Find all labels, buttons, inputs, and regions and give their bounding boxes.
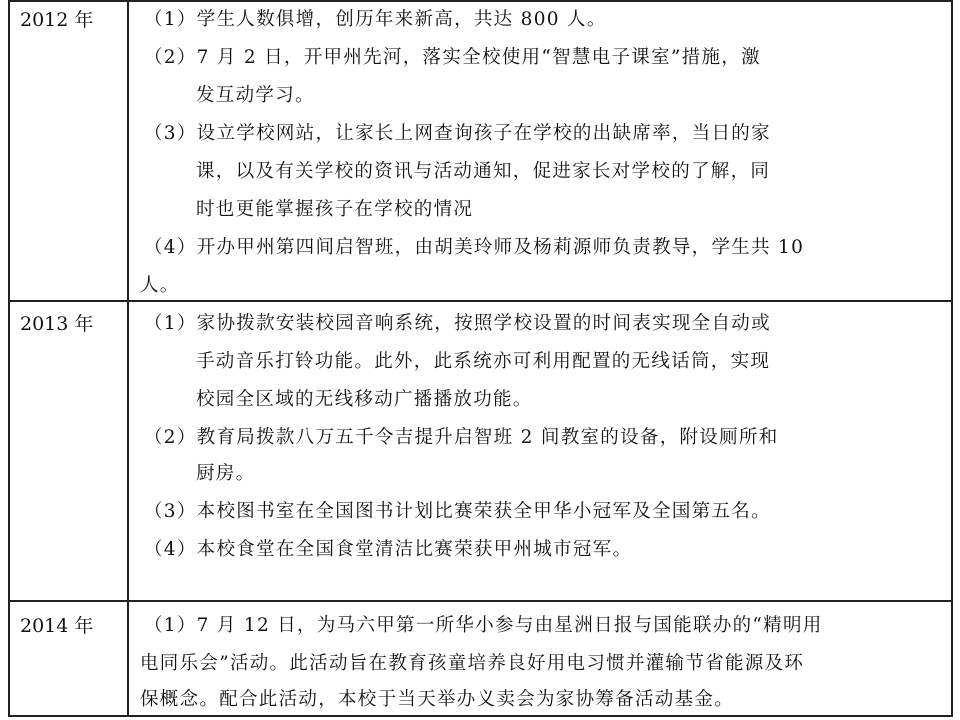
entry-line: （3）本校图书室在全国图书计划比赛荣获全甲华小冠军及全国第五名。 xyxy=(144,501,771,522)
year-cell: 2013 年 xyxy=(20,313,94,335)
entry-line: 厨房。 xyxy=(196,463,256,484)
entry-line: 手动音乐打铃功能。此外，此系统亦可利用配置的无线话筒，实现 xyxy=(196,351,771,372)
entry-line: 课，以及有关学校的资讯与活动通知，促进家长对学校的了解，同 xyxy=(196,161,771,182)
entry-line: 保概念。配合此活动，本校于当天举办义卖会为家协筹备活动基金。 xyxy=(140,689,735,710)
entry-line: 校园全区域的无线移动广播播放功能。 xyxy=(196,389,533,410)
table-border-right xyxy=(951,0,953,717)
table-border-top xyxy=(8,0,953,2)
entry-line: 发互动学习。 xyxy=(196,85,315,106)
row-divider xyxy=(8,300,953,302)
entry-line: （1）7 月 12 日，为马六甲第一所华小参与由星洲日报与国能联办的“精明用 xyxy=(144,615,823,636)
table-border-bottom xyxy=(8,715,953,717)
year-cell: 2014 年 xyxy=(20,615,94,637)
entry-line: （2）7 月 2 日，开甲州先河，落实全校使用“智慧电子课室”措施，激 xyxy=(144,47,761,68)
entry-line: 人。 xyxy=(140,275,180,296)
entry-line: （1）学生人数俱增，创历年来新高，共达 800 人。 xyxy=(144,9,607,30)
entry-line: （2）教育局拨款八万五千令吉提升启智班 2 间教室的设备，附设厕所和 xyxy=(144,427,779,448)
entry-line: 时也更能掌握孩子在学校的情况 xyxy=(196,199,474,220)
entry-line: （4）开办甲州第四间启智班，由胡美玲师及杨莉源师负责教导，学生共 10 xyxy=(144,237,805,258)
entry-line: （3）设立学校网站，让家长上网查询孩子在学校的出缺席率，当日的家 xyxy=(144,123,771,144)
entry-line: （1）家协拨款安装校园音响系统，按照学校设置的时间表实现全自动或 xyxy=(144,313,771,334)
row-divider xyxy=(8,600,953,602)
year-cell: 2012 年 xyxy=(20,9,94,31)
table-border-left xyxy=(8,0,10,717)
entry-line: （4）本校食堂在全国食堂清洁比赛荣获甲州城市冠军。 xyxy=(144,539,633,560)
column-divider xyxy=(127,0,129,717)
entry-line: 电同乐会”活动。此活动旨在教育孩童培养良好用电习惯并灌输节省能源及环 xyxy=(140,653,805,674)
